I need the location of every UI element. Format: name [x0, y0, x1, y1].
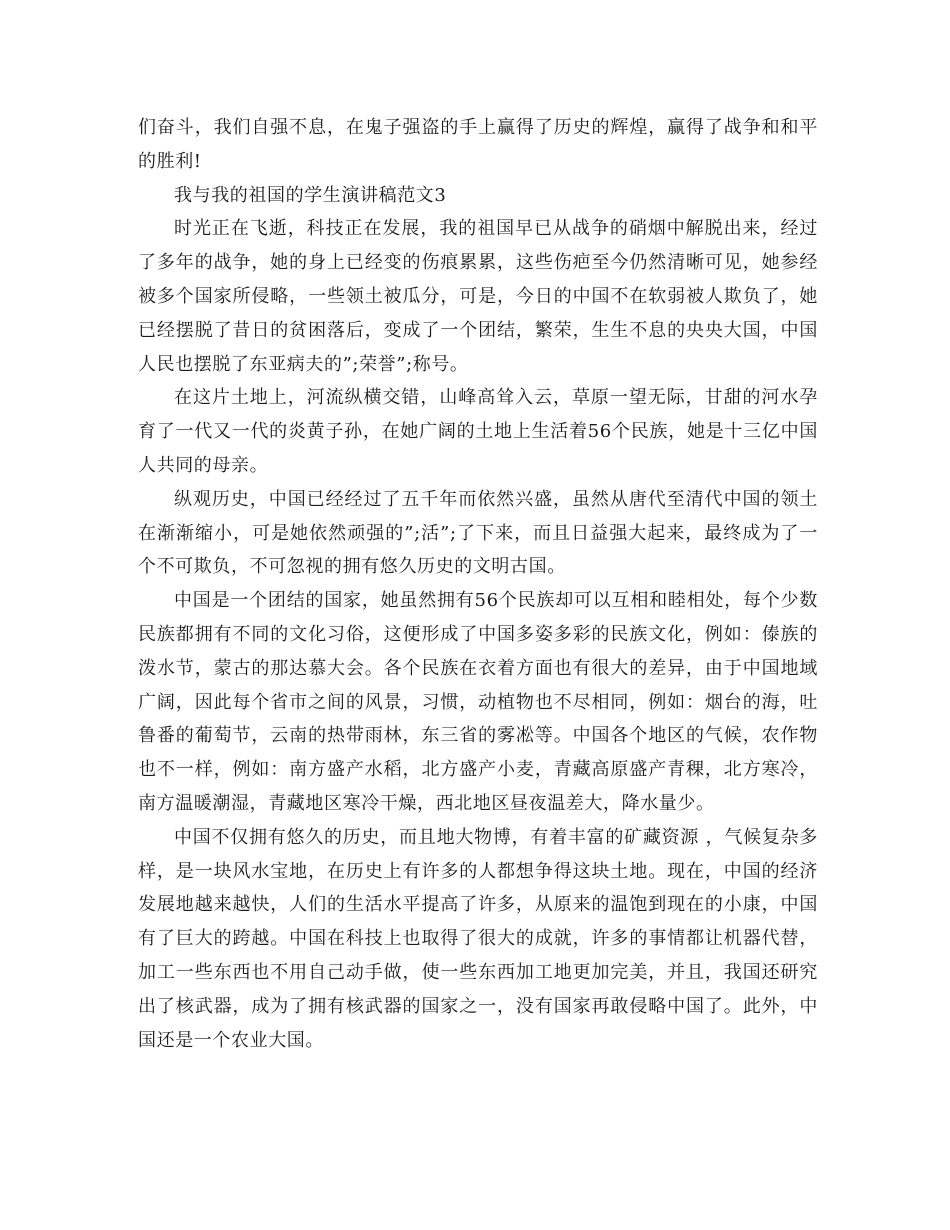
continued-paragraph: 们奋斗，我们自强不息，在鬼子强盗的手上赢得了历史的辉煌，赢得了战争和和平的胜利! [138, 117, 818, 172]
paragraph-land: 在这片土地上，河流纵横交错，山峰高耸入云，草原一望无际，甘甜的河水孕育了一代又一代的炎黄子孙，在她广阔的土地上生活着56个民族，她是十三亿中国人共同的母亲。 [138, 387, 818, 476]
paragraph-unity: 中国是一个团结的国家，她虽然拥有56个民族却可以互相和睦相处，每个少数民族都拥有不同的文化习俗，这便形成了中国多姿多彩的民族文化，例如：傣族的泼水节，蒙古的那达慕大会。各个民族在衣着方面也有很大的差异，由于中国地域广阔，因此每个省市之间的风景，习惯，动植物也不尽相同，例如：烟台的海，吐鲁番的葡萄节，云南的热带雨林，东三省的雾凇等。中国各个地区的气候，农作物也不一样，例如：南方盛产水稻，北方盛产小麦，青藏高原盛产青稞，北方寒冷，南方温暖潮湿，青藏地区寒冷干燥，西北地区昼夜温差大，降水量少。 [138, 590, 818, 814]
paragraph-history: 纵观历史，中国已经经过了五千年而依然兴盛，虽然从唐代至清代中国的领土在渐渐缩小，可是她依然顽强的”;活”;了下来，而且日益强大起来，最终成为了一个不可欺负，不可忽视的拥有悠久历史的文明古国。 [138, 488, 818, 578]
section-heading: 我与我的祖国的学生演讲稿范文3 [174, 184, 447, 206]
document-page [138, 111, 818, 1057]
paragraph-resources: 中国不仅拥有悠久的历史，而且地大物博，有着丰富的矿藏资源 ，气候复杂多样，是一块风水宝地，在历史上有许多的人都想争得这块土地。现在，中国的经济发展地越来越快，人们的生活水平提高了许多，从原来的温饱到现在的小康，中国有了巨大的跨越。中国在科技上也取得了很大的成就，许多的事情都让机器代替，加工一些东西也不用自己动手做，使一些东西加工地更加完美，并且，我国还研究出了核武器，成为了拥有核武器的国家之一，没有国家再敢侵略中国了。此外，中国还是一个农业大国。 [138, 826, 818, 1051]
paragraph-time-flies: 时光正在飞逝，科技正在发展，我的祖国早已从战争的硝烟中解脱出来，经过了多年的战争，她的身上已经变的伤痕累累，这些伤疤至今仍然清晰可见，她参经被多个国家所侵略，一些领土被瓜分，可是，今日的中国不在软弱被人欺负了，她已经摆脱了昔日的贫困落后，变成了一个团结，繁荣，生生不息的央央大国，中国人民也摆脱了东亚病夫的”;荣誉”;称号。 [138, 218, 818, 375]
